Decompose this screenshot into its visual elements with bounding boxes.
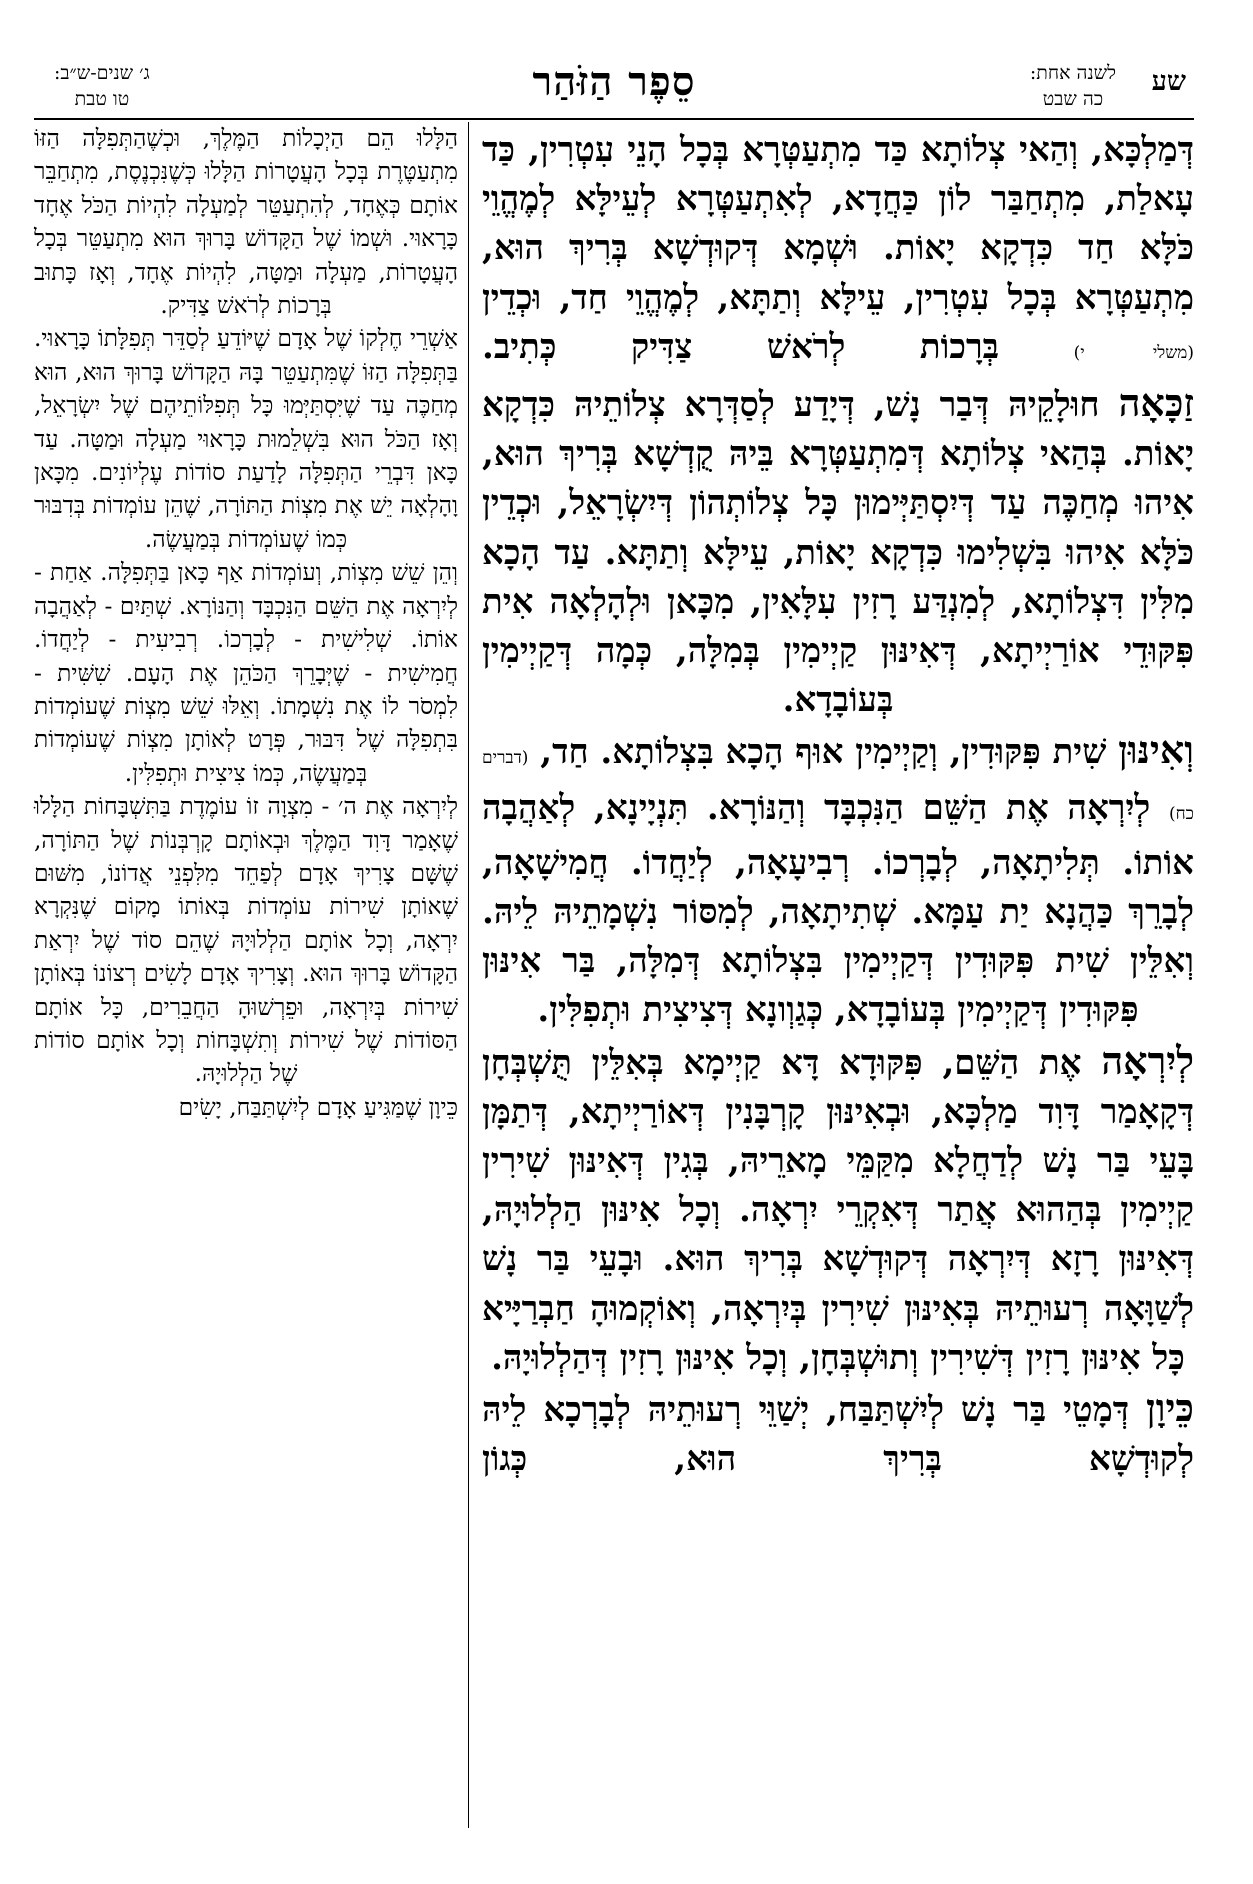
main-paragraph-5: כֵּיוָן דְּמָטֵי בַּר נָשׁ לְיִשְׁתַּבַּח, יְשַׁוֵּי רְעוּתֵיהּ לְבָרְכָא לֵיהּ לְקוּדְשָׁא בְּרִיךְ הוּא, כְּגוֹן (482, 1385, 1194, 1480)
main-paragraph-4: לְיִרְאָה אֶת הַשֵּׁם, פִּקּוּדָא דָּא קַיְימָא בְּאִלֵּין תֻּשְׁבְּחָן דְּקָאָמַר דָּוִד מַלְכָּא, וּבְאִינּוּן קָרְבָּנִין דְּאוֹרַיְיתָא, דְּתַמָּן בָּעֵי בַּר נָשׁ לְדַחֲלָא מִקַּמֵּי מָארֵיהּ, בְּגִין דְּאִינּוּן שִׁירִין קַיְימִין בְּהַהוּא אֲתַר דְּאִקְרֵי יִרְאָה. וְכָל אִינּוּן הַלְלוּיָהּ, דְּאִינּוּן רָזָא דְּיִרְאָה דְּקוּדְשָׁא בְּרִיךְ הוּא. וּבָעֵי בַּר נָשׁ לְשַׁוָּאָה רְעוּתֵיהּ בְּאִינּוּן שִׁירִין בְּיִרְאָה, וְאוֹקְמוּהָ חַבְרַיָּיא כָּל אִינּוּן רָזִין דְּשִׁירִין וְתוּשְׁבְּחָן, וְכָל אִינּוּן רָזִין דְּהַלְלוּיָהּ. (482, 1037, 1194, 1378)
header-rule (34, 118, 1194, 120)
main-paragraph-3: וְאִינּוּן שִׁית פִּקּוּדִין, וְקַיְימִין אוּף הָכָא בִּצְלוֹתָא. חַד, (דברים כח) לְיִרְאָה אֶת הַשֵּׁם הַנִּכְבָּד וְהַנּוֹרָא. תִּנְיָינָא, לְאַהֲבָה אוֹתוֹ. תְּלִיתָאָה, לְבָרְכוֹ. רְבִיעָאָה, לְיַחֲדוֹ. חֲמִישָׁאָה, לְבָרֵךְ כַּהֲנָא יַת עַמָּא. שְׁתִיתָאָה, לְמִסּוֹר נִשְׁמָתֵיהּ לֵיהּ. וְאִלֵּין שִׁית פִּקּוּדִין דְּקַיְימִין בִּצְלוֹתָא דְּמִלָּה, בַּר אִינּוּן פִּקּוּדִין דְּקַיְימִין בְּעוֹבָדָא, כְּגַוְונָא דְּצִיצִית וּתְפִלִּין. (482, 727, 1194, 1031)
side-paragraph-5: כֵּיוָן שֶׁמַּגִּיעַ אָדָם לְיִשְׁתַּבַּח, יָשִׂים (178, 1093, 458, 1121)
main-paragraph-2: זַכָּאָה חוּלָקֵיהּ דְּבַר נָשׁ, דְּיָדַע לְסַדְּרָא צְלוֹתֵיהּ כִּדְקָא יָאוֹת. בְּהַאי צְלוֹתָא דְּמִתְעַטְּרָא בֵּיהּ קֻדְשָׁא בְּרִיךְ הוּא, אִיהוּ מְחַכֶּה עַד דְּיִסְתַּיְּימוּן כָּל צְלוֹתְהוֹן דְּיִשְׂרָאֵל, וּכְדֵין כֹּלָּא אִיהוּ בִּשְׁלִימוּ כִּדְקָא יָאוֹת, עֵילָּא וְתַתָּא. עַד הָכָא מִלִּין דִּצְלוֹתָא, לְמִנְדַּע רָזִין עִלָּאִין, מִכָּאן וּלְהָלְאָה אִית פִּקּוּדֵי אוֹרַיְיתָא, דְּאִינּוּן קַיְימִין בְּמִלָּה, כְּמָה דְּקַיְימִין בְּעוֹבָדָא. (482, 380, 1194, 721)
scripture-reference: (דברים כח) (482, 748, 1194, 824)
main-paragraph-1: דְּמַלְכָּא, וְהַאי צְלוֹתָא כַּד מִתְעַטְּרָא בְּכָל הָנֵי עִטְרִין, כַּד עָאלַת, מִתְחַבַּר לוֹן כַּחֲדָא, לְאִתְעַטְּרָא לְעֵילָּא לְמֶהֱוֵי כֹּלָּא חַד כִּדְקָא יָאוֹת. וּשְׁמָא דְּקוּדְשָׁא בְּרִיךְ הוּא, מִתְעַטְּרָא בְּכָל עִטְרִין, עֵילָּא וְתַתָּא, לְמֶהֱוֵי חַד, וּכְדֵין (משלי י) בְּרָכוֹת לְרֹאשׁ צַדִּיק כְּתִיב. (482, 130, 1195, 367)
paragraph-opener: לְיִרְאָה (1101, 1037, 1194, 1083)
header-right-line2: כה שבט (1042, 88, 1104, 110)
page (34, 58, 1194, 1828)
header-left-line2: טו טבת (74, 88, 130, 110)
header-right-line1: לשנה אחת: (1029, 62, 1116, 84)
book-title: סֵפֶר הַזֹּהַר (532, 58, 696, 105)
header-left-info (54, 60, 150, 112)
page-number: שע (1151, 66, 1186, 97)
paragraph-opener: כֵּיוָן (1146, 1385, 1194, 1431)
side-paragraph-3: וְהֵן שֵׁשׁ מִצְוֹת, וְעוֹמְדוֹת אַף כָּאן בַּתְּפִלָּה. אַחַת - לְיִרְאָה אֶת הַשֵּׁם הַנִּכְבָּד וְהַנּוֹרָא. שְׁתַּיִם - לְאַהֲבָה אוֹתוֹ. שְׁלִישִׁית - לְבָרְכוֹ. רְבִיעִית - לְיַחֲדוֹ. חֲמִישִׁית - שֶׁיְּבָרֵךְ הַכֹּהֵן אֶת הָעָם. שִׁשִּׁית - לִמְסֹר לוֹ אֶת נִשְׁמָתוֹ. וְאֵלּוּ שֵׁשׁ מִצְוֹת שֶׁעוֹמְדוֹת בִּתְפִלָּה שֶׁל דִּבּוּר, פְּרָט לְאוֹתָן מִצְוֹת שֶׁעוֹמְדוֹת בְּמַעֲשֶׂה, כְּמוֹ צִיצִית וּתְפִלִּין. (34, 559, 458, 787)
paragraph-opener: זַכָּאָה (1118, 380, 1194, 426)
scripture-reference: (משלי י) (1073, 342, 1195, 363)
side-paragraph-1: הַלָּלוּ הֵם הַיְכָלוֹת הַמֶּלֶךְ, וּכְשֶׁהַתְּפִלָּה הַזּוֹ מִתְעַטֶּרֶת בְּכָל הָעֲטָרוֹת הַלָּלוּ כְּשֶׁנִּכְנֶסֶת, מִתְחַבֵּר אוֹתָם כְּאֶחָד, לְהִתְעַטֵּר לְמַעְלָה לִהְיוֹת הַכֹּל אֶחָד כָּרָאוּי. וּשְׁמוֹ שֶׁל הַקָּדוֹשׁ בָּרוּךְ הוּא מִתְעַטֵּר בְּכָל הָעֲטָרוֹת, מַעְלָה וּמַטָּה, לִהְיוֹת אֶחָד, וְאָז כָּתוּב בְּרָכוֹת לְרֹאשׁ צַדִּיק. (34, 125, 458, 320)
hebrew-translation-column (34, 122, 458, 1124)
page-header (34, 58, 1194, 116)
side-paragraph-4: לְיִרְאָה אֶת ה׳ - מִצְוָה זוֹ עוֹמֶדֶת בַּתִּשְׁבָּחוֹת הַלָּלוּ שֶׁאָמַר דָּוִד הַמֶּלֶךְ וּבְאוֹתָם קָרְבְּנוֹת שֶׁל הַתּוֹרָה, שֶׁשָּׁם צָרִיךְ אָדָם לְפַחֵד מִלִּפְנֵי אֲדוֹנוֹ, מִשּׁוּם שֶׁאוֹתָן שִׁירוֹת עוֹמְדוֹת בְּאוֹתוֹ מָקוֹם שֶׁנִּקְרָא יִרְאָה, וְכָל אוֹתָם הַלְלוּיָהּ שֶׁהֵם סוֹד שֶׁל יִרְאַת הַקָּדוֹשׁ בָּרוּךְ הוּא. וְצָרִיךְ אָדָם לָשִׂים רְצוֹנוֹ בְּאוֹתָן שִׁירוֹת בְּיִרְאָה, וּפֵרְשׁוּהָ הַחֲבֵרִים, כָּל אוֹתָם הַסּוֹדוֹת שֶׁל שִׁירוֹת וְתִשְׁבָּחוֹת וְכָל אוֹתָם סוֹדוֹת שֶׁל הַלְלוּיָהּ. (34, 793, 458, 1088)
column-divider (468, 122, 469, 1828)
header-left-line1: ג׳ שנים-ש״ב: (54, 62, 150, 84)
paragraph-opener: וְאִינּוּן (1118, 727, 1194, 773)
main-aramaic-column (482, 126, 1194, 1484)
side-paragraph-2: אַשְׁרֵי חֶלְקוֹ שֶׁל אָדָם שֶׁיּוֹדֵעַ לְסַדֵּר תְּפִלָּתוֹ כָּרָאוּי. בַּתְּפִלָּה הַזּוֹ שֶׁמִּתְעַטֵּר בָּהּ הַקָּדוֹשׁ בָּרוּךְ הוּא, הוּא מְחַכֶּה עַד שֶׁיִּסְתַּיְּמוּ כָּל תְּפִלּוֹתֵיהֶם שֶׁל יִשְׂרָאֵל, וְאָז הַכֹּל הוּא בִּשְׁלֵמוּת כָּרָאוּי מַעְלָה וּמַטָּה. עַד כָּאן דִּבְרֵי הַתְּפִלָּה לָדַעַת סוֹדוֹת עֶלְיוֹנִים. מִכָּאן וָהָלְאָה יֵשׁ אֶת מִצְוֹת הַתּוֹרָה, שֶׁהֵן עוֹמְדוֹת בְּדִבּוּר כְּמוֹ שֶׁעוֹמְדוֹת בְּמַעֲשֶׂה. (34, 325, 458, 553)
